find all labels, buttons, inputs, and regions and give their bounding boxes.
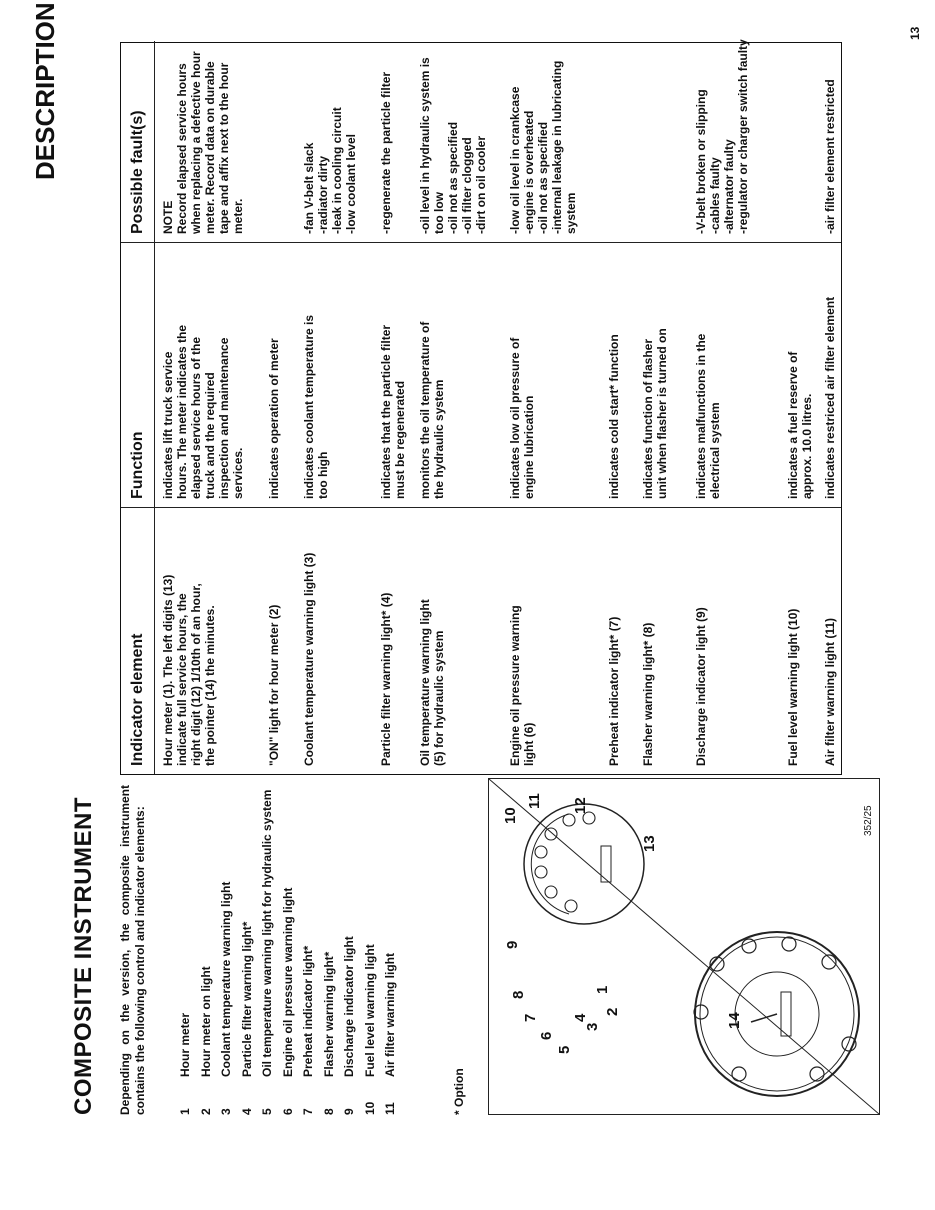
element-list [175, 785, 401, 1115]
table-cell-function [508, 249, 536, 499]
cell-line: -oil not as specified [446, 121, 460, 234]
item-number: 1 [178, 1108, 192, 1115]
item-number: 6 [280, 1108, 295, 1115]
table-cell-function [641, 249, 669, 499]
item-number: 9 [342, 1108, 356, 1115]
cell-line: hours. The meter indicates the [175, 324, 189, 499]
list-item [319, 785, 340, 1115]
cell-line: Hour meter (1). The left digits (13) [161, 574, 175, 766]
cell-line: Discharge indicator light (9) [694, 607, 708, 766]
item-label: Hour meter [178, 1012, 192, 1077]
dial-variant [524, 804, 644, 924]
cell-line: Particle filter warning light* (4) [379, 592, 393, 766]
item-number: 3 [219, 1108, 233, 1115]
callout-1: 1 [594, 985, 611, 994]
cell-line: -cables faulty [708, 157, 722, 234]
instrument-figure [488, 778, 880, 1115]
cell-line: -V-belt broken or slipping [694, 89, 708, 234]
callout-6: 6 [538, 1031, 555, 1040]
cell-line: Flasher warning light* (8) [641, 622, 655, 766]
cell-line: too low [432, 192, 446, 234]
item-label: Fuel level warning light [362, 944, 377, 1077]
option-footnote: * Option [452, 1068, 466, 1115]
cell-line: indicates cold start* function [607, 334, 621, 499]
cell-line: indicate full service hours, the [175, 593, 189, 766]
callout-4: 4 [572, 1013, 589, 1022]
lamp-air-filter [810, 1067, 824, 1081]
item-number: 4 [239, 1108, 254, 1115]
item-number: 5 [260, 1108, 274, 1115]
cell-line: -internal leakage in lubricating [550, 60, 564, 234]
table-cell-faults [302, 47, 358, 234]
cell-line: -alternator faulty [722, 139, 736, 234]
cell-line: must be regenerated [393, 380, 407, 499]
cell-line: approx. 10.0 litres. [800, 393, 814, 499]
table-cell-function [267, 249, 281, 499]
column-header-indicator: Indicator element [121, 508, 155, 774]
function-column [121, 242, 841, 507]
cell-line: -fan V-belt slack [302, 142, 316, 234]
cell-line: indicates a fuel reserve of [786, 351, 800, 499]
cell-line: -leak in cooling circuit [330, 107, 344, 234]
column-header-faults: Possible fault(s) [121, 41, 155, 242]
table-cell-indicator [267, 514, 281, 766]
callout-5: 5 [556, 1045, 573, 1054]
list-item [278, 785, 299, 1115]
cell-line: -regenerate the particle filter [379, 71, 393, 234]
gauge-lamps [694, 937, 856, 1081]
cell-line: Coolant temperature warning light (3) [302, 552, 316, 766]
item-label: Air filter warning light [383, 952, 397, 1077]
callout-10: 10 [502, 807, 519, 824]
round-gauge-variant [694, 932, 859, 1096]
cell-line: -oil not as specified [536, 121, 550, 234]
cell-line: -regulator or charger switch faulty [736, 39, 750, 234]
table-cell-function [694, 249, 722, 499]
cell-line: truck and the required [203, 372, 217, 499]
list-item [175, 785, 196, 1115]
cell-line: indicates malfunctions in the [694, 333, 708, 499]
table-cell-indicator [694, 514, 708, 766]
cell-line: Engine oil pressure warning [508, 605, 522, 766]
cell-line: -oil filter clogged [460, 137, 474, 234]
cell-line: monitors the oil temperature of [418, 321, 432, 499]
cell-line: unit when flasher is turned on [655, 328, 669, 499]
table-cell-faults [508, 47, 578, 234]
cell-line: Fuel level warning light (10) [786, 608, 800, 766]
cell-line: engine lubrication [522, 395, 536, 499]
cell-line: indicates operation of meter [267, 338, 281, 499]
cell-line: Oil temperature warning light [418, 599, 432, 766]
cell-line: Air filter warning light (11) [823, 617, 837, 766]
cell-line: indicates that the particle filter [379, 324, 393, 499]
item-label: Flasher warning light* [321, 951, 336, 1077]
cell-line: indicates low oil pressure of [508, 337, 522, 499]
cell-line: -radiator dirty [316, 155, 330, 234]
item-number: 7 [301, 1108, 315, 1115]
table-cell-function [302, 249, 330, 499]
item-number: 10 [362, 1101, 377, 1115]
callout-3: 3 [584, 1022, 601, 1031]
cell-line: the pointer (14) the minutes. [203, 605, 217, 766]
cell-line: -dirt on oil cooler [474, 136, 488, 234]
faults-column [121, 41, 841, 242]
table-cell-indicator [641, 514, 655, 766]
table-cell-function [379, 249, 407, 499]
list-item [380, 785, 401, 1115]
callout-14: 14 [726, 1012, 743, 1029]
item-label: Hour meter on light [198, 966, 213, 1077]
cell-line: (5) for hydraulic system [432, 630, 446, 766]
cell-line: tape and affix next to the hour [217, 62, 231, 234]
cell-line: Record elapsed service hours [175, 63, 189, 234]
table-cell-indicator [379, 514, 393, 766]
callout-8: 8 [510, 990, 527, 999]
table-cell-indicator [302, 514, 316, 766]
callout-2: 2 [604, 1007, 621, 1016]
callout-9: 9 [504, 940, 521, 949]
cell-line: -oil level in hydraulic system is [418, 57, 432, 234]
table-cell-faults [161, 47, 245, 234]
item-number: 2 [198, 1108, 213, 1115]
cell-line: indicates restriced air filter element [823, 296, 837, 499]
cell-line: meter. [231, 198, 245, 234]
cell-line: light (6) [522, 722, 536, 766]
lamp-oil-pressure [782, 937, 796, 951]
intro-paragraph: Depending on the version, the composite instrument contains the following control and indicator elements: [118, 785, 147, 1115]
lamp-oil-temp [742, 939, 756, 953]
table-cell-function [786, 249, 814, 499]
item-label: Discharge indicator light [342, 936, 356, 1077]
list-item [257, 785, 278, 1115]
item-number: 8 [321, 1108, 336, 1115]
figure-ref: 352/25 [863, 805, 874, 836]
cell-line: indicates lift truck service [161, 351, 175, 499]
cell-line: "ON" light for hour meter (2) [267, 604, 281, 766]
table-cell-faults [694, 39, 750, 234]
cell-line: -low oil level in crankcase [508, 86, 522, 234]
table-cell-function [418, 249, 446, 499]
table-cell-faults [418, 47, 488, 234]
table-cell-indicator [786, 514, 800, 766]
cell-line: system [564, 192, 578, 234]
list-item [339, 785, 360, 1115]
cell-line: -engine is overheated [522, 110, 536, 234]
table-cell-function [161, 249, 245, 499]
cell-line: too high [316, 451, 330, 499]
table-cell-indicator [418, 514, 446, 766]
item-label: Preheat indicator light* [301, 945, 315, 1077]
table-cell-indicator [607, 514, 621, 766]
item-label: Oil temperature warning light for hydraulic system [260, 789, 274, 1077]
section-title: DESCRIPTION [30, 2, 60, 180]
cell-line: NOTE [161, 200, 175, 234]
cell-line: indicates function of flasher [641, 338, 655, 499]
list-item [237, 785, 258, 1115]
table-cell-indicator [161, 514, 217, 766]
indicator-column [121, 507, 841, 774]
page-number: 13 [908, 26, 922, 40]
item-label: Coolant temperature warning light [219, 881, 233, 1077]
callout-7: 7 [522, 1013, 539, 1022]
cell-line: right digit (12) 1/10th of an hour, [189, 583, 203, 766]
cell-line: meter. Record data on durable [203, 61, 217, 234]
lamp-hour-on [694, 1005, 708, 1019]
table-cell-faults [823, 47, 837, 234]
cell-line: when replacing a defective hour [189, 51, 203, 234]
table-cell-indicator [508, 514, 536, 766]
gauge-digit-window [781, 992, 791, 1036]
lamp-arc [531, 814, 569, 914]
table-cell-function [607, 249, 621, 499]
item-number: 11 [383, 1102, 397, 1115]
cell-line: elapsed service hours of the [189, 336, 203, 499]
description-table [120, 39, 842, 775]
list-item [216, 785, 237, 1115]
lamp-fuel [732, 1067, 746, 1081]
instrument-drawing [489, 779, 879, 1114]
cell-line: Preheat indicator light* (7) [607, 616, 621, 766]
list-item [360, 785, 381, 1115]
list-item [298, 785, 319, 1115]
cell-line: the hydraulic system [432, 379, 446, 499]
cell-line: -air filter element restricted [823, 79, 837, 234]
item-label: Particle filter warning light* [239, 921, 254, 1077]
list-item [196, 785, 217, 1115]
callout-12: 12 [572, 797, 589, 814]
cell-line: electrical system [708, 402, 722, 499]
callout-11: 11 [526, 793, 543, 809]
table-cell-indicator [823, 514, 837, 766]
callout-13: 13 [641, 835, 658, 852]
cell-line: indicates coolant temperature is [302, 314, 316, 499]
table-cell-function [823, 249, 837, 499]
column-header-function: Function [121, 243, 155, 507]
cell-line: services. [231, 447, 245, 499]
page-title: COMPOSITE INSTRUMENT [70, 796, 97, 1115]
cell-line: inspection and maintenance [217, 337, 231, 499]
item-label: Engine oil pressure warning light [280, 887, 295, 1077]
cell-line: -low coolant level [344, 133, 358, 234]
table-cell-faults [379, 47, 393, 234]
